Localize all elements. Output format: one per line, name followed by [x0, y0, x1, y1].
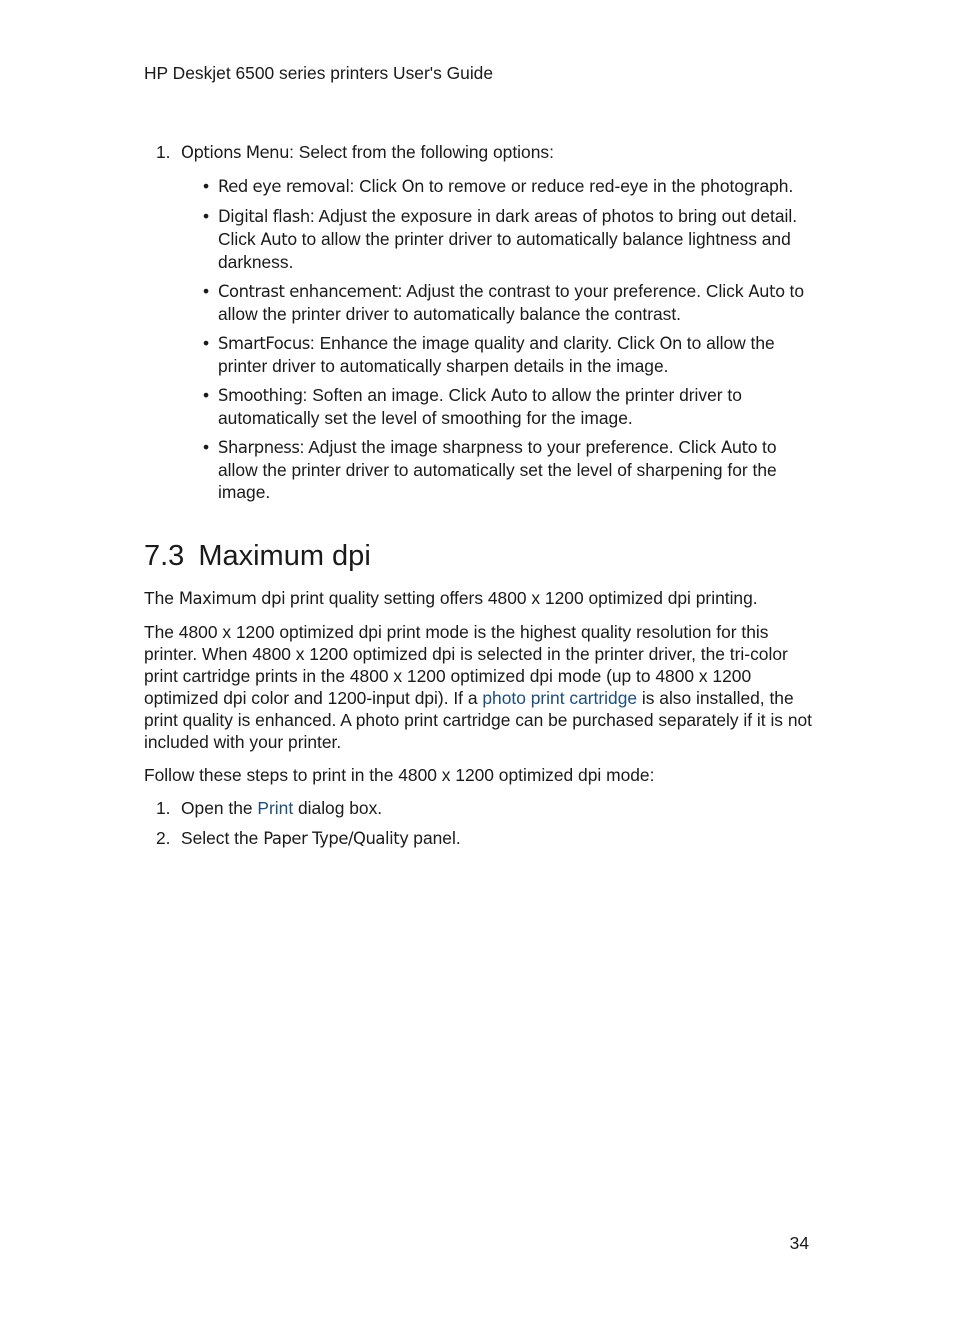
list-number: 1. [156, 142, 171, 162]
step-text: panel. [408, 828, 461, 848]
option-text: : Adjust the image sharpness to your preference. Click [299, 437, 721, 457]
step-number: 1. [156, 798, 171, 818]
bullet-icon: • [203, 437, 210, 457]
option-term: Smoothing [218, 386, 303, 405]
options-sub-list [181, 175, 816, 503]
option-keyword: Auto [748, 282, 785, 301]
option-text: : Soften an image. Click [302, 385, 492, 405]
page-content [144, 141, 816, 858]
option-keyword: Auto [260, 230, 297, 249]
step-text: dialog box. [293, 798, 383, 818]
page-header: HP Deskjet 6500 series printers User's Guide [144, 63, 494, 83]
paragraph-text: print quality setting offers 4800 x 1200 optimized dpi printing. [285, 588, 758, 608]
option-keyword: Auto [720, 438, 758, 457]
list-item-red-eye-removal [181, 175, 816, 198]
option-term: Red eye removal [218, 177, 350, 196]
step-number: 2. [156, 828, 171, 848]
bullet-icon: • [203, 176, 210, 196]
option-term: Digital flash [218, 207, 310, 226]
paragraph-text: The [144, 588, 179, 608]
list-item-sharpness [181, 436, 816, 503]
step-text: Open the [181, 798, 258, 818]
list-item-digital-flash [181, 205, 816, 273]
option-text: to allow the printer driver to automatically balance lightness and darkness. [218, 229, 791, 272]
step-term: Paper Type/Quality [263, 829, 409, 848]
bullet-icon: • [203, 333, 210, 353]
option-text: to allow the printer driver to automatically sharpen details in the image. [218, 333, 775, 376]
option-term: Contrast enhancement [218, 282, 398, 301]
step-item [144, 797, 816, 819]
paragraph-intro [144, 587, 816, 610]
bullet-icon: • [203, 281, 210, 301]
section-title: Maximum dpi [198, 540, 371, 572]
bullet-icon: • [203, 206, 210, 226]
option-keyword: Auto [491, 386, 528, 405]
paragraph-term: Maximum dpi [178, 589, 286, 608]
page-number: 34 [789, 1233, 809, 1253]
paragraph-text: The 4800 x 1200 optimized dpi print mode is the highest quality resolution for this printer. When 4800 x 1200 optimized dpi is selected in the printer driver, the tri-color print cartridge prints in the 4800 x 1200 optimized dpi mode (up to 4800 x 1200 optimized dpi color and 1200-input dpi). If a [144, 622, 788, 708]
step-item [144, 827, 816, 850]
photo-print-cartridge-link[interactable]: photo print cartridge [482, 688, 638, 708]
option-text: to allow the printer driver to automatically balance the contrast. [218, 281, 805, 324]
option-text: : Adjust the exposure in dark areas of photos to bring out detail. Click [218, 206, 798, 249]
paragraph-text: is also installed, the print quality is enhanced. A photo print cartridge can be purchased separately if it is not included with your printer. [144, 688, 813, 752]
option-keyword: On [401, 177, 425, 196]
option-text: to allow the printer driver to automatically set the level of sharpening for the image. [218, 437, 777, 502]
option-term: SmartFocus [218, 334, 310, 353]
option-text: : Click [349, 176, 402, 196]
list-item-contrast-enhancement [181, 280, 816, 325]
list-item-smoothing [181, 384, 816, 429]
option-text: : Adjust the contrast to your preference. Click [397, 281, 749, 301]
step-text: Select the [181, 828, 264, 848]
option-keyword: On [659, 334, 682, 353]
option-text: to remove or reduce red-eye in the photograph. [424, 176, 794, 196]
options-menu-term: Options Menu [181, 143, 290, 162]
paragraph-details [144, 621, 816, 753]
print-dialog-link[interactable]: Print [257, 798, 294, 818]
option-term: Sharpness [218, 438, 300, 457]
paragraph-steps-intro: Follow these steps to print in the 4800 x 1200 optimized dpi mode: [144, 765, 655, 785]
list-item-smartfocus [181, 332, 816, 377]
option-text: to allow the printer driver to automatically set the level of smoothing for the image. [218, 385, 742, 428]
section-number: 7.3 [144, 540, 185, 572]
section-heading [144, 539, 816, 573]
steps-list [144, 797, 816, 850]
bullet-icon: • [203, 385, 210, 405]
options-menu-item [144, 141, 816, 503]
options-menu-text: : Select from the following options: [289, 142, 554, 162]
option-text: : Enhance the image quality and clarity. Click [309, 333, 660, 353]
